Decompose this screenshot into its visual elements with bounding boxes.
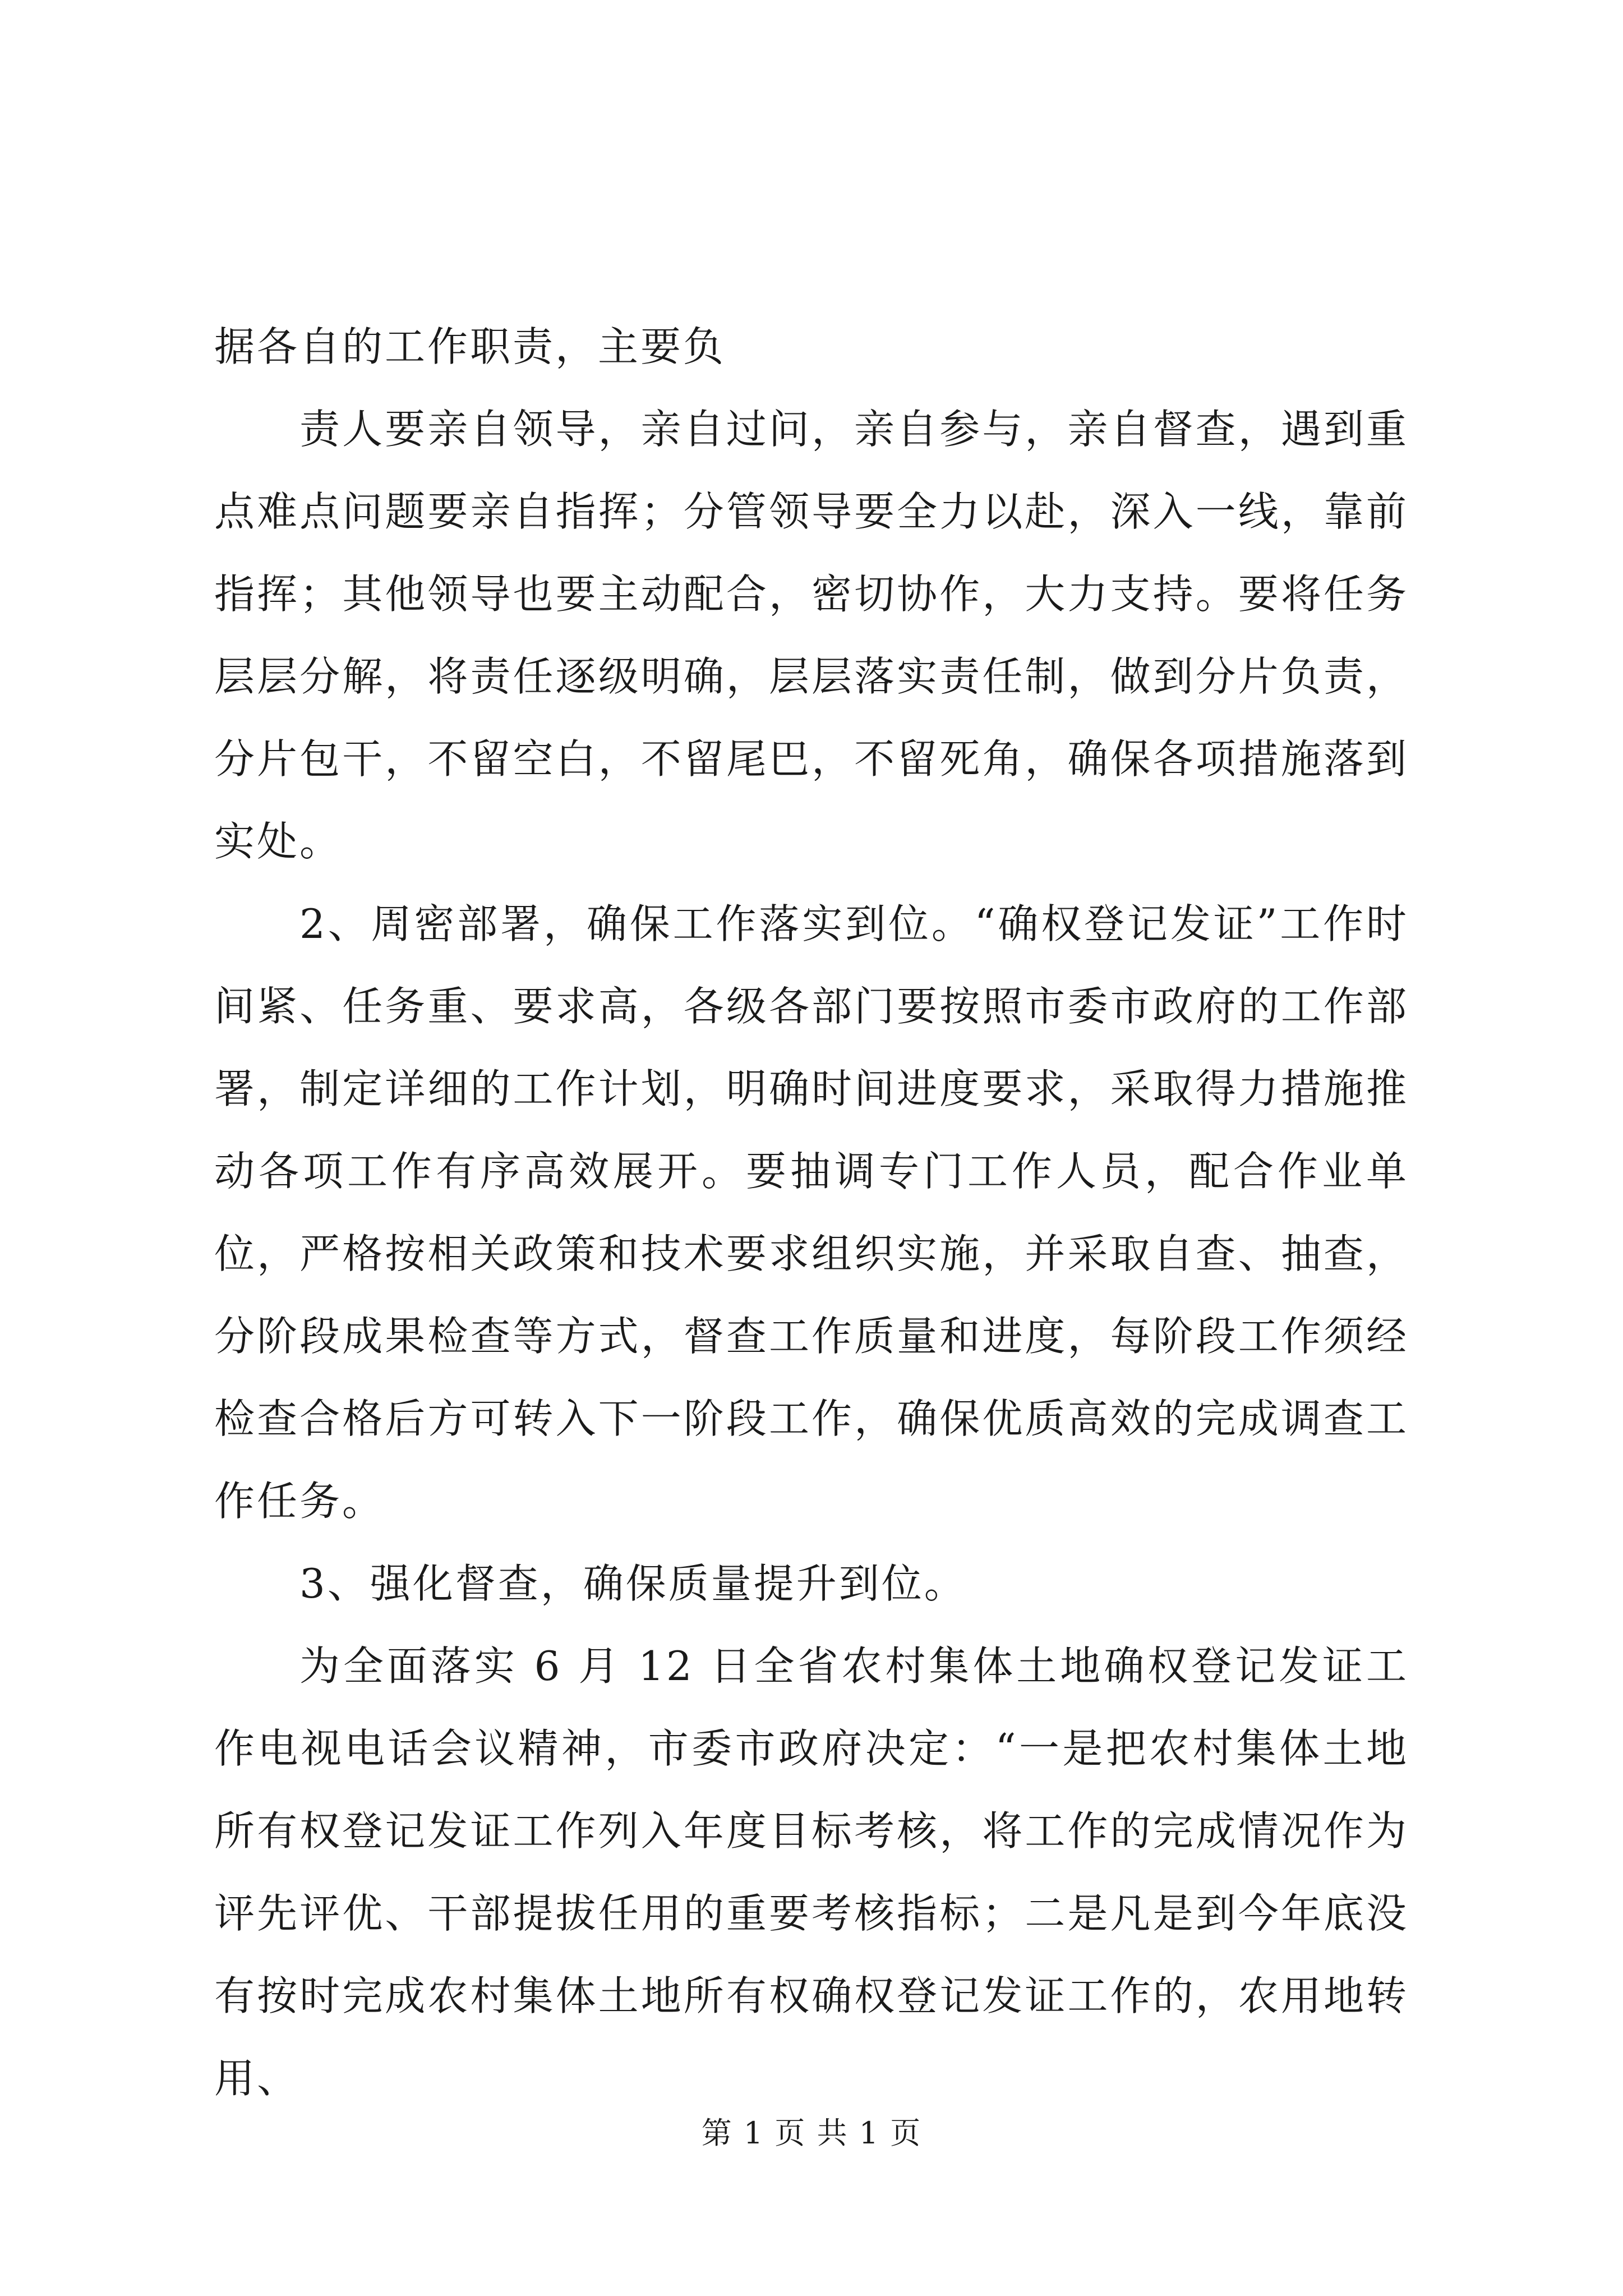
paragraph-5: 为全面落实 6 月 12 日全省农村集体土地确权登记发证工作电视电话会议精神，市委市政府决定：“一是把农村集体土地所有权登记发证工作列入年度目标考核，将工作的完成情况作为评先评优、干部提拔任用的重要考核指标；二是凡是到今年底没有按时完成农村集体土地所有权确权登记发证工作的，农用地转用、 [214,1642,1409,2102]
paragraph-2: 责人要亲自领导，亲自过问，亲自参与，亲自督查，遇到重点难点问题要亲自指挥；分管领导要全力以赴，深入一线，靠前指挥；其他领导也要主动配合，密切协作，大力支持。要将任务层层分解，将责任逐级明确，层层落实责任制，做到分片负责，分片包干，不留空白，不留尾巴，不留死角，确保各项措施落到实处。 [214,406,1409,865]
paragraph-3: 2、周密部署，确保工作落实到位。“确权登记发证”工作时间紧、任务重、要求高，各级各部门要按照市委市政府的工作部署，制定详细的工作计划，明确时间进度要求，采取得力措施推动各项工作有序高效展开。要抽调专门工作人员，配合作业单位，严格按相关政策和技术要求组织实施，并采取自查、抽查，分阶段成果检查等方式，督查工作质量和进度，每阶段工作须经检查合格后方可转入下一阶段工作，确保优质高效的完成调查工作任务。 [214,900,1409,1525]
paragraph-1: 据各自的工作职责，主要负 [214,323,726,370]
paragraph-4: 3、强化督查，确保质量提升到位。 [299,1560,967,1607]
page-footer: 第 1 页 共 1 页 [701,2115,922,2151]
document-body [214,306,1409,2120]
